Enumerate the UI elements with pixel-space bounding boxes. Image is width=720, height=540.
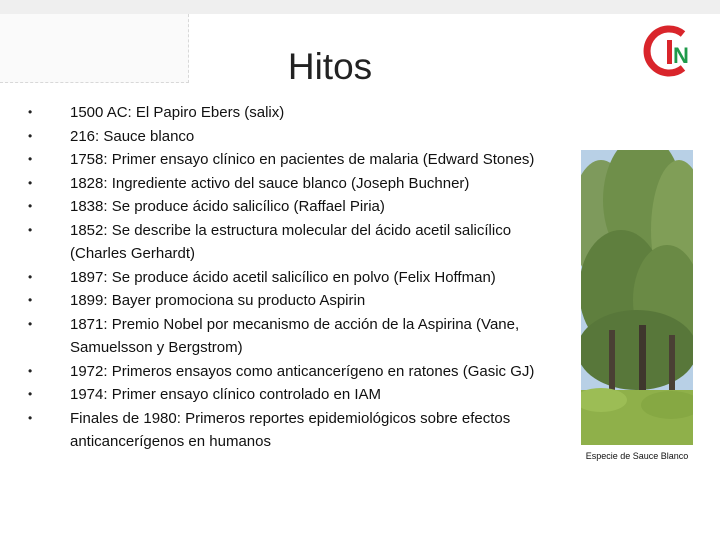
bullet-icon: • — [28, 410, 33, 425]
bullet-icon: • — [28, 175, 33, 190]
list-item — [28, 219, 548, 266]
list-item — [28, 360, 548, 384]
list-item — [28, 172, 548, 196]
list-item-text: 1500 AC: El Papiro Ebers (salix) — [70, 104, 285, 121]
slide-title: Hitos — [287, 46, 373, 87]
logo-i-bar — [667, 40, 672, 64]
list-item — [28, 125, 548, 149]
willow-tree-photo — [581, 150, 693, 445]
list-item-text: 216: Sauce blanco — [70, 127, 195, 145]
list-item — [28, 148, 548, 172]
bullet-icon: • — [28, 105, 33, 119]
list-item — [28, 101, 548, 125]
list-item-text: 1871: Premio Nobel por mecanismo de acción de la Aspirina (Vane, Samuelsson y Bergstrom) — [70, 315, 520, 356]
list-item-text: 1897: Se produce ácido acetil salicílico en polvo (Felix Hoffman) — [70, 268, 496, 286]
bullet-icon: • — [28, 316, 33, 331]
list-item-text: 1758: Primer ensayo clínico en pacientes de malaria (Edward Stones) — [70, 151, 535, 168]
list-item — [28, 383, 548, 407]
bullet-icon: • — [28, 152, 33, 166]
bullet-icon: • — [28, 387, 33, 401]
list-item-text: Finales de 1980: Primeros reportes epidemiológicos sobre efectos anticancerígenos en humanos — [70, 409, 511, 450]
list-item-text: 1899: Bayer promociona su producto Aspirin — [70, 292, 366, 309]
logo-letter-n: N — [673, 43, 689, 68]
willow-tree-illustration — [581, 150, 693, 445]
list-item — [28, 266, 548, 290]
list-item-text: 1852: Se describe la estructura molecular del ácido acetil salicílico (Charles Gerhardt) — [70, 221, 512, 262]
list-item-text: 1972: Primeros ensayos como anticancerígeno en ratones (Gasic GJ) — [70, 362, 535, 380]
bullet-icon: • — [28, 222, 33, 237]
bullet-icon: • — [28, 199, 33, 213]
list-item — [28, 313, 548, 360]
list-item-text: 1828: Ingrediente activo del sauce blanco (Joseph Buchner) — [70, 174, 470, 192]
list-item — [28, 407, 548, 454]
bullet-icon: • — [28, 269, 33, 284]
list-item — [28, 195, 548, 219]
image-placeholder — [0, 14, 189, 83]
bullet-icon: • — [28, 363, 33, 378]
bullet-icon: • — [28, 293, 33, 307]
list-item — [28, 289, 548, 313]
list-item-text: 1838: Se produce ácido salicílico (Raffael Piria) — [70, 198, 385, 215]
milestones-list — [28, 101, 548, 454]
cin-logo — [643, 20, 699, 82]
list-item-text: 1974: Primer ensayo clínico controlado en IAM — [70, 386, 381, 403]
top-band — [0, 0, 720, 14]
bullet-icon: • — [28, 128, 33, 143]
photo-caption: Especie de Sauce Blanco — [585, 451, 689, 461]
